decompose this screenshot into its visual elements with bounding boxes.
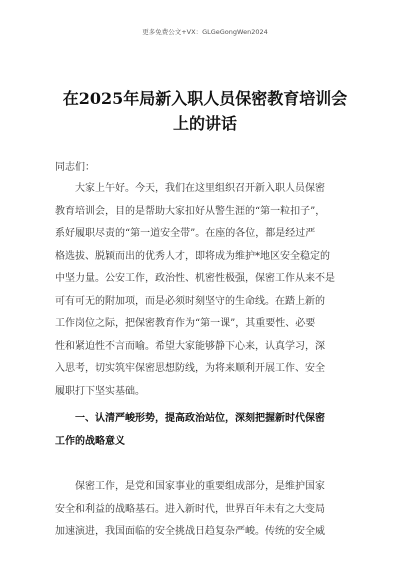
paragraph-line: 格选拔、脱颖而出的优秀人才，即将成为维护*地区安全稳定的 xyxy=(55,250,330,262)
paragraph-line: 工作岗位之际，把保密教育作为“第一课”，其重要性、必要 xyxy=(55,318,316,329)
paragraph-line: 大家上午好。今天，我们在这里组织召开新入职人员保密 xyxy=(75,183,325,194)
paragraph-line: 可有可无的附加项，而是必须时刻坚守的生命线。在踏上新的 xyxy=(55,295,325,307)
paragraph-line: 加速演进，我国面临的安全挑战日趋复杂严峻。传统的安全威 xyxy=(55,526,325,537)
paragraph-line: 安全和利益的战略基石。进入新时代，世界百年未有之大变局 xyxy=(55,503,325,515)
paragraph-1 xyxy=(55,178,355,403)
document-title xyxy=(40,86,370,136)
section-heading-1 xyxy=(55,408,355,453)
paragraph-line: 性和紧迫性不言而喻。希望大家能够静下心来，认真学习，深 xyxy=(55,340,325,352)
paragraph-line: 教育培训会，目的是帮助大家扣好从警生涯的“第一粒扣子”， xyxy=(55,205,326,217)
title-line: 在2025年局新入职人员保密教育培训会 xyxy=(62,89,348,108)
paragraph-line: 系好履职尽责的“第一道安全带”。在座的各位，都是经过严 xyxy=(55,228,316,239)
paragraph-line: 中坚力量。公安工作，政治性、机密性极强，保密工作从来不是 xyxy=(55,273,335,284)
title-line: 上的讲话 xyxy=(172,114,237,133)
salutation: 同志们： xyxy=(55,162,95,173)
paragraph-line: 入思考，切实筑牢保密思想防线，为将来顺利开展工作、安全 xyxy=(55,363,325,374)
paragraph-line: 保密工作，是党和国家事业的重要组成部分，是维护国家 xyxy=(75,481,325,492)
heading-line: 工作的战略意义 xyxy=(55,435,125,447)
heading-line: 一、认清严峻形势，提高政治站位，深刻把握新时代保密 xyxy=(75,413,325,424)
paragraph-2 xyxy=(55,476,355,544)
header-note: 更多免费公文+VX：GLGeGongWen2024 xyxy=(142,28,268,36)
paragraph-line: 履职打下坚实基础。 xyxy=(55,385,145,397)
